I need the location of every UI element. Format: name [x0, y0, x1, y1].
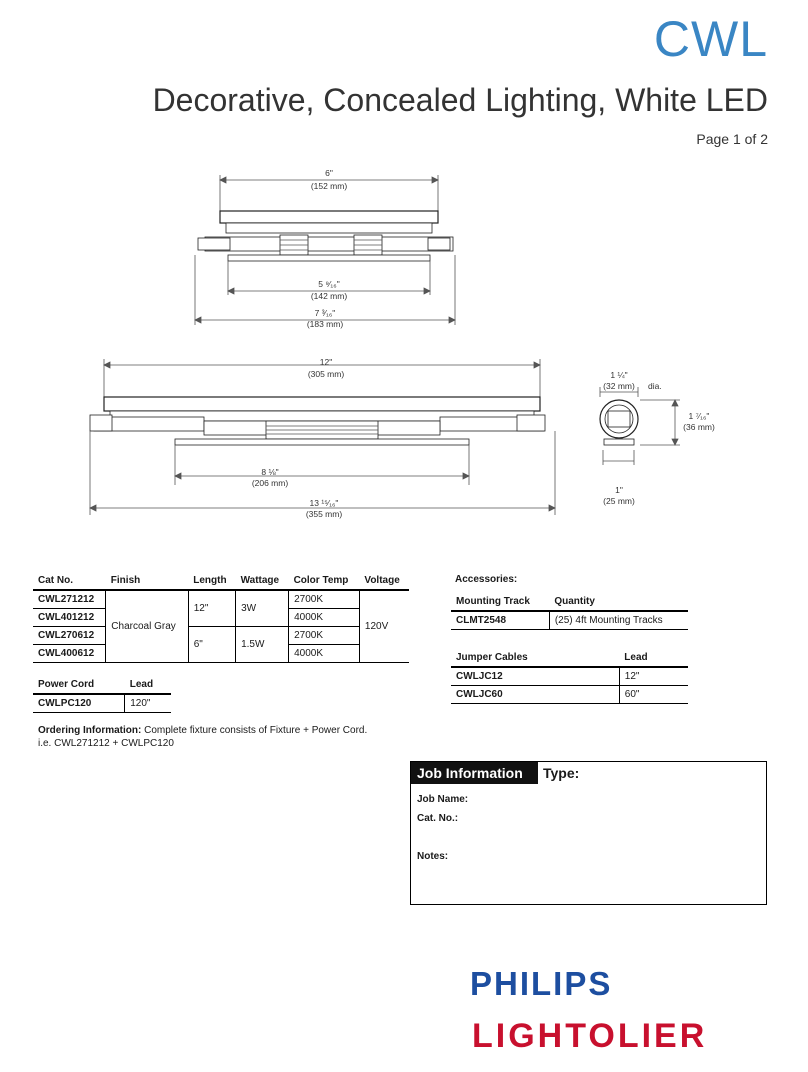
page-title: Decorative, Concealed Lighting, White LED	[152, 82, 768, 118]
lead-cell: 60"	[619, 686, 688, 704]
color-temp: 4000K	[289, 609, 360, 627]
dim-top-inner-mm: (142 mm)	[310, 291, 348, 301]
color-temp: 2700K	[289, 590, 360, 609]
lightolier-logo: LIGHTOLIER	[472, 1017, 708, 1055]
dim-long-overall: 13 ¹⁵⁄₁₆"	[309, 498, 339, 508]
dim-end-dia-mm: (32 mm)	[603, 381, 635, 391]
jumper-cables-table	[451, 649, 688, 704]
dim-end-height-mm: (36 mm)	[683, 422, 715, 432]
dim-top-width: 6"	[325, 168, 333, 178]
table-row	[451, 686, 688, 704]
table-row	[451, 667, 688, 686]
cat-no-label: Cat. No.:	[417, 813, 459, 824]
ordering-label: Ordering Information:	[38, 725, 142, 736]
col-header: Voltage	[364, 575, 400, 586]
dim-end-height: 1 ⁷⁄₁₆"	[688, 411, 710, 421]
finish-cell: Charcoal Gray	[106, 590, 188, 663]
dim-top-overall-mm: (183 mm)	[306, 319, 344, 329]
philips-logo: PHILIPS	[470, 965, 613, 1002]
table-row	[451, 611, 688, 630]
color-temp: 2700K	[289, 627, 360, 645]
color-temp: 4000K	[289, 645, 360, 663]
dim-long-inner: 8 ⅛"	[261, 467, 279, 477]
page-number: Page 1 of 2	[696, 131, 768, 147]
dim-long-width: 12"	[319, 357, 333, 367]
dim-long-inner-mm: (206 mm)	[251, 478, 289, 488]
dim-end-dia: 1 ¼"	[610, 370, 628, 380]
table-row	[33, 627, 409, 645]
dim-end-base: 1"	[615, 485, 623, 495]
col-header: Cat No.	[38, 575, 73, 586]
cat-no: CWLJC12	[456, 671, 503, 682]
voltage-cell: 120V	[364, 621, 389, 632]
col-header: Jumper Cables	[456, 652, 528, 663]
col-header: Finish	[110, 575, 141, 586]
dim-top-overall: 7 ³⁄₁₆"	[314, 308, 336, 318]
length-cell: 12"	[188, 590, 235, 627]
ordering-text: Complete fixture consists of Fixture + Power Cord.	[144, 725, 368, 736]
cat-no: CWLPC120	[38, 698, 92, 709]
dim-long-width-mm: (305 mm)	[307, 369, 345, 379]
col-header: Quantity	[554, 596, 595, 607]
dim-top-width-mm: (152 mm)	[310, 181, 348, 191]
dim-top-inner: 5 ⁹⁄₁₆"	[318, 279, 340, 289]
dimension-drawing	[0, 165, 808, 525]
cat-no: CWL271212	[38, 594, 95, 605]
notes-label: Notes:	[417, 851, 449, 862]
cat-no: CLMT2548	[456, 615, 507, 626]
length-cell: 6"	[188, 627, 235, 663]
wattage-cell: 3W	[236, 590, 289, 627]
dim-long-overall-mm: (355 mm)	[305, 509, 343, 519]
col-header: Mounting Track	[456, 596, 530, 607]
cat-no: CWLJC60	[456, 689, 503, 700]
cat-no: CWL401212	[38, 612, 95, 623]
col-header: Lead	[129, 679, 154, 690]
table-row	[33, 694, 171, 713]
col-header: Color Temp	[293, 575, 349, 586]
product-code: CWL	[653, 11, 768, 67]
dim-end-base-mm: (25 mm)	[603, 496, 635, 506]
lead-cell: 120"	[125, 694, 171, 713]
col-header: Power Cord	[38, 679, 95, 690]
dim-end-dia-label: dia.	[648, 381, 662, 391]
col-header: Length	[193, 575, 227, 586]
mounting-track-table	[451, 593, 688, 630]
lead-cell: 12"	[619, 667, 688, 686]
power-cord-table	[33, 676, 171, 713]
col-header: Lead	[624, 652, 648, 663]
table-row	[33, 590, 409, 609]
col-header: Wattage	[240, 575, 280, 586]
job-type-label: Type:	[543, 765, 580, 781]
ordering-example: i.e. CWL271212 + CWLPC120	[38, 738, 174, 749]
quantity-cell: (25) 4ft Mounting Tracks	[549, 611, 688, 630]
job-information-header: Job Information	[411, 762, 538, 784]
job-name-label: Job Name:	[417, 794, 469, 805]
cat-no: CWL400612	[38, 648, 95, 659]
wattage-cell: 1.5W	[236, 627, 289, 663]
cat-no: CWL270612	[38, 630, 95, 641]
job-information-box	[410, 761, 767, 905]
ordering-information	[38, 724, 367, 750]
fixture-table	[33, 572, 409, 663]
accessories-title: Accessories:	[455, 574, 518, 585]
